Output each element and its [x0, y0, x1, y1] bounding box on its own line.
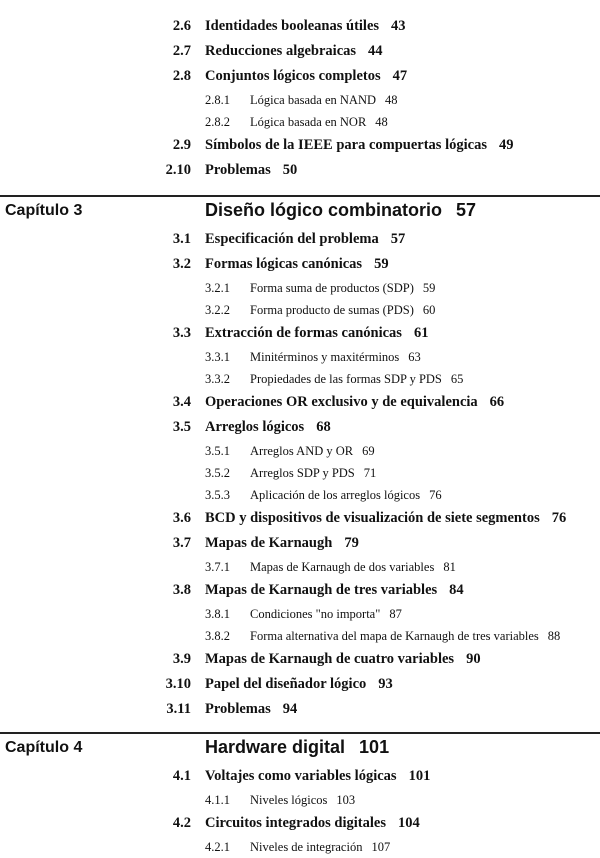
section-title	[250, 484, 442, 506]
section-title-text: Voltajes como variables lógicas	[205, 768, 397, 784]
section-number: 3.6	[172, 510, 191, 526]
section-title	[205, 578, 464, 603]
toc-subsection-entry[interactable]	[0, 625, 600, 647]
toc-section-entry[interactable]	[0, 390, 600, 415]
page-number: 87	[389, 607, 402, 621]
section-title	[205, 697, 297, 722]
section-title	[250, 111, 388, 133]
section-number: 3.3.2	[205, 372, 230, 386]
page-number: 47	[392, 68, 408, 84]
section-title-text: Especificación del problema	[205, 231, 379, 247]
section-number: 2.9	[172, 137, 191, 153]
chapter-title-text: Hardware digital	[205, 737, 346, 757]
section-title-text: Arreglos SDP y PDS	[250, 466, 355, 480]
page-number: 94	[282, 701, 298, 717]
section-title	[250, 789, 355, 811]
section-number: 3.5.2	[205, 466, 230, 480]
section-number: 3.2.1	[205, 281, 230, 295]
page-number: 48	[385, 93, 398, 107]
toc-section-entry[interactable]	[0, 672, 600, 697]
section-title-text: Circuitos integrados digitales	[205, 815, 386, 831]
toc-subsection-entry[interactable]	[0, 462, 600, 484]
section-title-text: Mapas de Karnaugh de cuatro variables	[205, 651, 455, 667]
section-number: 3.1	[172, 231, 191, 247]
chapter-label: Capítulo 4	[5, 739, 83, 756]
toc-section-entry[interactable]	[0, 764, 600, 789]
toc-subsection-entry[interactable]	[0, 440, 600, 462]
chapter-page-number: 101	[359, 737, 390, 757]
section-title-text: Papel del diseñador lógico	[205, 676, 367, 692]
page-number: 57	[390, 231, 406, 247]
page-number: 59	[374, 256, 389, 272]
page-number: 88	[547, 629, 561, 643]
page-number: 59	[422, 281, 436, 295]
section-title-text: Forma alternativa del mapa de Karnaugh de tres variables	[250, 629, 539, 643]
toc-subsection-entry[interactable]	[0, 346, 600, 368]
section-number: 2.8.2	[205, 115, 230, 129]
section-title	[205, 39, 383, 64]
section-title-text: Arreglos AND y OR	[250, 444, 354, 458]
section-title	[250, 277, 435, 299]
toc-section-entry[interactable]	[0, 506, 600, 531]
page-number: 49	[498, 137, 514, 153]
toc-subsection-entry[interactable]	[0, 836, 600, 858]
section-number: 2.6	[172, 18, 191, 34]
page-number: 79	[344, 535, 359, 551]
page-number: 76	[429, 488, 442, 502]
page-number: 104	[397, 815, 420, 831]
toc-subsection-entry[interactable]	[0, 789, 600, 811]
section-title-text: Forma suma de productos (SDP)	[250, 281, 414, 295]
section-title	[205, 647, 481, 672]
section-number: 3.2.2	[205, 303, 230, 317]
section-number: 3.4	[172, 394, 191, 410]
page-number: 66	[489, 394, 505, 410]
chapter-heading	[0, 197, 600, 227]
section-title	[205, 390, 504, 415]
section-number: 3.9	[172, 651, 191, 667]
section-number: 3.10	[165, 676, 191, 692]
page-number: 68	[316, 419, 331, 435]
section-title-text: Problemas	[205, 701, 271, 717]
section-title-text: Extracción de formas canónicas	[205, 325, 402, 341]
section-title	[205, 133, 513, 158]
section-title-text: Símbolos de la IEEE para compuertas lógicas	[205, 137, 487, 153]
toc-section-entry[interactable]	[0, 158, 600, 183]
toc-section-entry[interactable]	[0, 578, 600, 603]
chapter-label: Capítulo 3	[5, 202, 83, 219]
section-title-text: Mapas de Karnaugh	[205, 535, 333, 551]
section-number: 3.7.1	[205, 560, 230, 574]
page-number: 84	[449, 582, 464, 598]
page-number: 81	[443, 560, 456, 574]
page-number: 103	[336, 793, 356, 807]
toc-section-entry[interactable]	[0, 252, 600, 277]
toc-subsection-entry[interactable]	[0, 277, 600, 299]
toc-subsection-entry[interactable]	[0, 603, 600, 625]
section-title-text: Mapas de Karnaugh de tres variables	[205, 582, 438, 598]
section-number: 3.5.1	[205, 444, 230, 458]
section-number: 3.11	[166, 701, 191, 717]
toc-section-entry[interactable]	[0, 39, 600, 64]
section-title	[250, 368, 463, 390]
page-number: 50	[282, 162, 298, 178]
section-title-text: Reducciones algebraicas	[205, 43, 357, 59]
section-title-text: Problemas	[205, 162, 271, 178]
section-title	[250, 440, 375, 462]
section-number: 3.8.2	[205, 629, 230, 643]
toc-block-chapter-2-continued	[0, 14, 600, 183]
page-number: 60	[422, 303, 436, 317]
page-number: 65	[450, 372, 464, 386]
page-number: 69	[362, 444, 375, 458]
page-number: 43	[391, 18, 406, 34]
section-title	[250, 462, 376, 484]
toc-section-entry[interactable]	[0, 415, 600, 440]
toc-section-entry[interactable]	[0, 133, 600, 158]
section-number: 3.8	[172, 582, 191, 598]
section-title	[250, 603, 402, 625]
toc-section-entry[interactable]	[0, 64, 600, 89]
section-number: 3.3.1	[205, 350, 230, 364]
section-title	[205, 252, 389, 277]
section-number: 2.8.1	[205, 93, 230, 107]
page-number: 63	[408, 350, 421, 364]
toc-block-chapter-3	[0, 195, 600, 722]
section-title	[205, 764, 430, 789]
section-number: 4.1.1	[205, 793, 230, 807]
page-number: 90	[466, 651, 481, 667]
section-title-text: Propiedades de las formas SDP y PDS	[250, 372, 442, 386]
section-title-text: Forma producto de sumas (PDS)	[250, 303, 414, 317]
toc-section-entry[interactable]	[0, 227, 600, 252]
section-title-text: BCD y dispositivos de visualización de siete segmentos	[205, 510, 540, 526]
section-number: 3.8.1	[205, 607, 230, 621]
section-title-text: Lógica basada en NAND	[250, 93, 376, 107]
section-number: 4.1	[172, 768, 191, 784]
section-title-text: Aplicación de los arreglos lógicos	[250, 488, 421, 502]
section-title	[250, 299, 435, 321]
section-title-text: Conjuntos lógicos completos	[205, 68, 381, 84]
page-number: 48	[375, 115, 388, 129]
section-title	[250, 346, 421, 368]
section-number: 3.3	[172, 325, 191, 341]
toc-section-entry[interactable]	[0, 811, 600, 836]
section-number: 4.2.1	[205, 840, 230, 854]
section-title-text: Niveles de integración	[250, 840, 363, 854]
section-title	[205, 158, 297, 183]
toc-subsection-entry[interactable]	[0, 89, 600, 111]
section-number: 2.8	[172, 68, 191, 84]
section-title	[205, 811, 420, 836]
section-number: 2.7	[172, 43, 191, 59]
section-title-text: Mapas de Karnaugh de dos variables	[250, 560, 435, 574]
section-number: 2.10	[165, 162, 191, 178]
page-number: 107	[371, 840, 391, 854]
section-title	[250, 556, 456, 578]
section-title-text: Niveles lógicos	[250, 793, 328, 807]
page-number: 44	[368, 43, 383, 59]
toc-block-chapter-4	[0, 732, 600, 858]
toc-section-entry[interactable]	[0, 531, 600, 556]
section-title-text: Formas lógicas canónicas	[205, 256, 363, 272]
section-number: 4.2	[172, 815, 191, 831]
section-title-text: Lógica basada en NOR	[250, 115, 367, 129]
section-title-text: Operaciones OR exclusivo y de equivalencia	[205, 394, 478, 410]
section-title	[205, 14, 406, 39]
chapter-heading	[0, 734, 600, 764]
section-title	[205, 227, 405, 252]
section-number: 3.7	[172, 535, 191, 551]
section-number: 3.5	[172, 419, 191, 435]
section-title	[205, 672, 393, 697]
page-number: 71	[363, 466, 377, 480]
section-title-text: Identidades booleanas útiles	[205, 18, 380, 34]
chapter-title	[205, 737, 389, 758]
section-number: 3.5.3	[205, 488, 230, 502]
section-title-text: Condiciones "no importa"	[250, 607, 381, 621]
toc-section-entry[interactable]	[0, 647, 600, 672]
section-title	[205, 415, 331, 440]
toc-subsection-entry[interactable]	[0, 484, 600, 506]
page-number: 76	[551, 510, 567, 526]
section-title	[205, 506, 566, 531]
toc-section-entry[interactable]	[0, 14, 600, 39]
chapter-page-number: 57	[456, 200, 477, 220]
toc-section-entry[interactable]	[0, 697, 600, 722]
section-title	[205, 64, 407, 89]
section-title-text: Arreglos lógicos	[205, 419, 305, 435]
toc-subsection-entry[interactable]	[0, 556, 600, 578]
section-title	[250, 625, 560, 647]
section-title-text: Minitérminos y maxitérminos	[250, 350, 400, 364]
toc-subsection-entry[interactable]	[0, 111, 600, 133]
page-number: 101	[408, 768, 431, 784]
section-title	[205, 321, 428, 346]
section-title	[250, 836, 390, 858]
section-number: 3.2	[172, 256, 191, 272]
page-number: 61	[413, 325, 429, 341]
section-title	[205, 531, 359, 556]
page-number: 93	[378, 676, 393, 692]
chapter-title-text: Diseño lógico combinatorio	[205, 200, 443, 220]
chapter-title	[205, 200, 476, 221]
toc-section-entry[interactable]	[0, 321, 600, 346]
toc-subsection-entry[interactable]	[0, 299, 600, 321]
toc-subsection-entry[interactable]	[0, 368, 600, 390]
section-title	[250, 89, 398, 111]
